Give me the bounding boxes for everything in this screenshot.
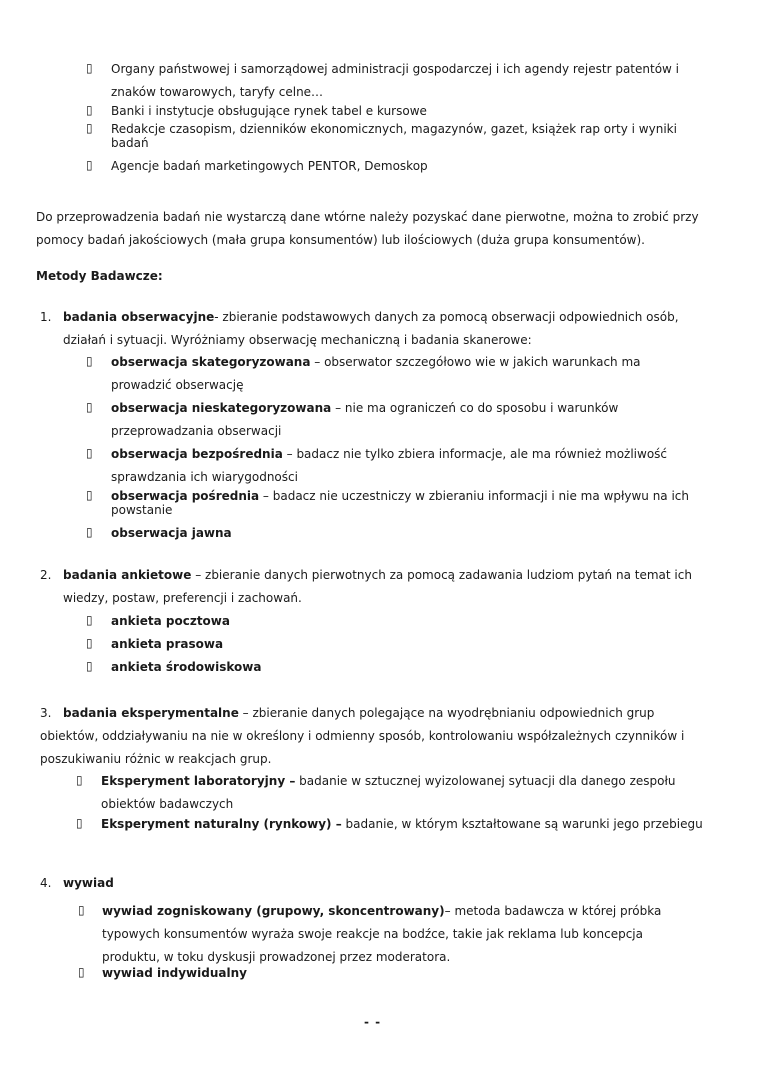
- list-number: 2.: [40, 568, 52, 582]
- subitem-title: wywiad zogniskowany (grupowy, skoncentrowany): [102, 904, 445, 918]
- list-item-text: badań: [111, 136, 149, 150]
- subitem-line: [102, 904, 661, 918]
- list-item-text: Redakcje czasopism, dzienników ekonomicznych, magazynów, gazet, książek rap orty i wyniki: [111, 122, 677, 136]
- subitem-desc: sprawdzania ich wiarygodności: [111, 470, 298, 484]
- section-heading: Metody Badawcze:: [36, 269, 163, 283]
- bullet-icon: ▯: [86, 525, 93, 539]
- list-number: 4.: [40, 876, 52, 890]
- subitem-title: wywiad indywidualny: [102, 966, 247, 980]
- bullet-icon: ▯: [86, 659, 93, 673]
- subitem-desc: prowadzić obserwację: [111, 378, 244, 392]
- paragraph-line: Do przeprowadzenia badań nie wystarczą dane wtórne należy pozyskać dane pierwotne, można to zrobić przy: [36, 210, 699, 224]
- subitem-desc: – metoda badawcza w której próbka: [444, 904, 662, 918]
- subitem-desc: badanie w sztucznej wyizolowanej sytuacji dla danego zespołu: [295, 774, 676, 788]
- bullet-icon: ▯: [78, 965, 85, 979]
- list-item-text: znaków towarowych, taryfy celne…: [111, 85, 324, 99]
- subitem-desc: – badacz nie tylko zbiera informacje, ale ma również możliwość: [282, 447, 668, 461]
- subitem-desc: powstanie: [111, 503, 173, 517]
- method-line: [63, 568, 692, 582]
- subitem-line: [101, 817, 703, 831]
- subitem-line: [111, 447, 667, 461]
- list-item-text: Organy państwowej i samorządowej administracji gospodarczej i ich agendy rejestr patentów i: [111, 62, 680, 76]
- method-title: wywiad: [63, 876, 114, 890]
- bullet-icon: ▯: [86, 446, 93, 460]
- method-desc: działań i sytuacji. Wyróżniamy obserwację mechaniczną i badania skanerowe:: [63, 333, 532, 347]
- subitem-desc: obiektów badawczych: [101, 797, 234, 811]
- subitem-desc: – nie ma ograniczeń co do sposobu i warunków: [331, 401, 619, 415]
- subitem-desc: – badacz nie uczestniczy w zbieraniu informacji i nie ma wpływu na ich: [259, 489, 690, 503]
- method-title: badania ankietowe: [63, 568, 192, 582]
- subitem-title: obserwacja jawna: [111, 526, 232, 540]
- subitem-title: Eksperyment naturalny (rynkowy) –: [101, 817, 342, 831]
- bullet-icon: ▯: [86, 354, 93, 368]
- method-line: [63, 706, 654, 720]
- subitem-title: Eksperyment laboratoryjny –: [101, 774, 296, 788]
- subitem-title: ankieta pocztowa: [111, 614, 230, 628]
- list-item-text: Banki i instytucje obsługujące rynek tabel e kursowe: [111, 104, 427, 118]
- bullet-icon: ▯: [86, 636, 93, 650]
- list-item-text: Agencje badań marketingowych PENTOR, Demoskop: [111, 159, 428, 173]
- list-number: 3.: [40, 706, 52, 720]
- method-desc: obiektów, oddziaływaniu na nie w określony i odmienny sposób, kontrolowaniu współzależnych czynników i: [40, 729, 685, 743]
- bullet-icon: ▯: [86, 488, 93, 502]
- method-desc: – zbieranie danych polegające na wyodrębnianiu odpowiednich grup: [238, 706, 655, 720]
- bullet-icon: ▯: [78, 903, 85, 917]
- method-line: [63, 310, 679, 324]
- paragraph-line: pomocy badań jakościowych (mała grupa konsumentów) lub ilościowych (duża grupa konsumentów).: [36, 233, 645, 247]
- bullet-icon: ▯: [86, 400, 93, 414]
- method-desc: – zbieranie danych pierwotnych za pomocą zadawania ludziom pytań na temat ich: [191, 568, 692, 582]
- subitem-title: obserwacja nieskategoryzowana: [111, 401, 332, 415]
- method-desc: poszukiwaniu różnic w reakcjach grup.: [40, 752, 272, 766]
- subitem-title: ankieta środowiskowa: [111, 660, 262, 674]
- method-desc: - zbieranie podstawowych danych za pomocą obserwacji odpowiednich osób,: [214, 310, 679, 324]
- page-number: - -: [364, 1015, 382, 1029]
- method-title: badania obserwacyjne: [63, 310, 215, 324]
- subitem-desc: typowych konsumentów wyraża swoje reakcje na bodźce, takie jak reklama lub koncepcja: [102, 927, 643, 941]
- subitem-line: [111, 401, 618, 415]
- bullet-icon: ▯: [86, 61, 93, 75]
- subitem-title: obserwacja skategoryzowana: [111, 355, 311, 369]
- subitem-line: [101, 774, 675, 788]
- bullet-icon: ▯: [86, 103, 93, 117]
- subitem-desc: produktu, w toku dyskusji prowadzonej przez moderatora.: [102, 950, 451, 964]
- subitem-title: obserwacja bezpośrednia: [111, 447, 283, 461]
- subitem-line: [111, 489, 689, 503]
- subitem-title: ankieta prasowa: [111, 637, 224, 651]
- subitem-desc: badanie, w którym kształtowane są warunki jego przebiegu: [341, 817, 703, 831]
- subitem-line: [111, 355, 641, 369]
- subitem-title: obserwacja pośrednia: [111, 489, 260, 503]
- method-desc: wiedzy, postaw, preferencji i zachowań.: [63, 591, 302, 605]
- subitem-desc: przeprowadzania obserwacji: [111, 424, 282, 438]
- bullet-icon: ▯: [86, 121, 93, 135]
- subitem-desc: – obserwator szczegółowo wie w jakich warunkach ma: [310, 355, 641, 369]
- method-title: badania eksperymentalne: [63, 706, 239, 720]
- bullet-icon: ▯: [86, 613, 93, 627]
- bullet-icon: ▯: [86, 158, 93, 172]
- bullet-icon: ▯: [76, 816, 83, 830]
- bullet-icon: ▯: [76, 773, 83, 787]
- list-number: 1.: [40, 310, 52, 324]
